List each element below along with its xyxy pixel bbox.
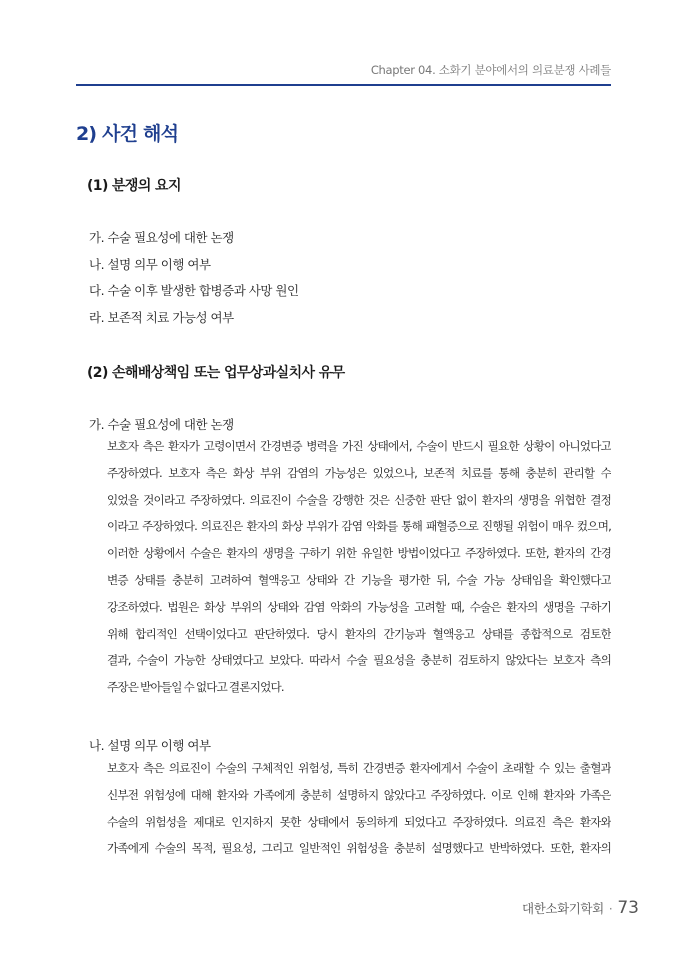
paragraph-line: 위해 합리적인 선택이었다고 판단하였다. 당시 환자의 간기능과 혈액응고 상태를 종합적으로 검토한 [107,626,611,641]
paragraph-line: 수술의 위험성을 제대로 인지하지 못한 상태에서 동의하게 되었다고 주장하였다. 의료진 측은 환자와 [107,814,611,829]
paragraph-line: 신부전 위험성에 대해 환자와 가족에게 충분히 설명하지 않았다고 주장하였다. 이로 인해 환자와 가족은 [107,787,611,802]
paragraph-line: 있었을 것이라고 주장하였다. 의료진이 수술을 강행한 것은 신중한 판단 없이 환자의 생명을 위협한 결정 [107,492,611,507]
list-item: 가. 수술 필요성에 대한 논쟁 [89,230,234,245]
liability-heading: (2) 손해배상책임 또는 업무상과실치사 유무 [87,365,345,381]
disclosure-paragraph [107,755,611,862]
footer-separator: · [608,901,613,916]
page-number: 73 [617,898,639,918]
summary-heading: (1) 분쟁의 요지 [87,178,181,194]
item-label-disclosure: 나. 설명 의무 이행 여부 [89,738,211,753]
list-item: 나. 설명 의무 이행 여부 [89,256,211,272]
section-title: 2) 사건 해석 [76,123,179,145]
paragraph-line: 결과, 수술이 가능한 상태였다고 보았다. 따라서 수술 필요성을 충분히 검토하지 않았다는 보호자 측의 [107,653,611,668]
chapter-title: Chapter 04. 소화기 분야에서의 의료분쟁 사례들 [370,63,611,77]
paragraph-line: 이러한 상황에서 수술은 환자의 생명을 구하기 위한 유일한 방법이었다고 주장하였다. 또한, 환자의 간경 [107,546,611,561]
paragraph-line: 보호자 측은 의료진이 수술의 구체적인 위험성, 특히 간경변증 환자에게서 수술이 초래할 수 있는 출혈과 [107,761,611,775]
item-label-necessity: 가. 수술 필요성에 대한 논쟁 [89,417,234,432]
society-name: 대한소화기학회 [522,901,604,916]
paragraph-line: 주장은 받아들일 수 없다고 결론지었다. [107,680,284,695]
paragraph-line: 주장하였다. 보호자 측은 화상 부위 감염의 가능성은 있었으나, 보존적 치료를 통해 충분히 관리할 수 [107,465,611,480]
paragraph-line: 보호자 측은 환자가 고령이면서 간경변증 병력을 가진 상태에서, 수술이 반드시 필요한 상황이 아니었다고 [107,439,611,453]
header-rule [76,84,611,86]
paragraph-line: 강조하였다. 법원은 화상 부위의 상태와 감염 악화의 가능성을 고려할 때, 수술은 환자의 생명을 구하기 [107,599,611,614]
necessity-paragraph [107,433,611,701]
list-item: 다. 수술 이후 발생한 합병증과 사망 원인 [89,283,299,298]
summary-list [89,225,299,331]
paragraph-line: 가족에게 수술의 목적, 필요성, 그리고 일반적인 위험성을 충분히 설명했다고 반박하였다. 또한, 환자의 [107,841,611,856]
paragraph-line: 이라고 주장하였다. 의료진은 환자의 화상 부위가 감염 악화를 통해 패혈증으로 진행될 위험이 매우 컸으며, [107,519,611,534]
page-footer [522,898,639,918]
paragraph-line: 변증 상태를 충분히 고려하여 혈액응고 상태와 간 기능을 평가한 뒤, 수술 가능 상태임을 확인했다고 [107,572,611,587]
list-item: 라. 보존적 치료 가능성 여부 [89,309,234,325]
